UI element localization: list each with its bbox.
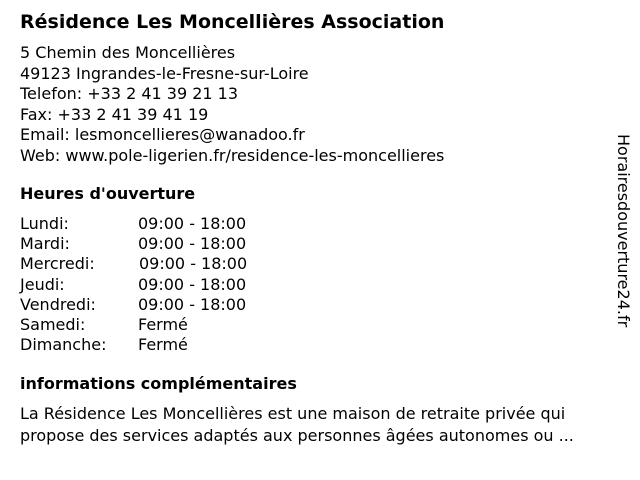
fax-line: Fax: +33 2 41 39 41 19 — [20, 104, 209, 124]
day-label: Mardi: — [20, 234, 70, 254]
info-line: La Résidence Les Moncellières est une maison de retraite privée qui — [20, 404, 566, 423]
hours-row-wednesday — [20, 254, 320, 274]
day-label: Vendredi: — [20, 294, 96, 314]
time-value: 09:00 - 18:00 — [139, 254, 248, 274]
time-value: Fermé — [138, 314, 188, 334]
contact-block — [20, 43, 444, 166]
address-city: 49123 Ingrandes-le-Fresne-sur-Loire — [20, 63, 309, 83]
time-value: 09:00 - 18:00 — [138, 274, 247, 294]
hours-row-monday — [20, 214, 320, 234]
web-line: Web: www.pole-ligerien.fr/residence-les-moncellieres — [20, 145, 445, 165]
hours-row-friday — [20, 295, 320, 315]
watermark-text: Horairesdouverture24.fr — [614, 134, 633, 328]
day-label: Lundi: — [20, 214, 69, 233]
page-title: Résidence Les Moncellières Association — [20, 11, 445, 33]
time-value: 09:00 - 18:00 — [138, 294, 247, 314]
day-label: Dimanche: — [20, 335, 107, 355]
site-watermark — [613, 134, 633, 370]
info-line: propose des services adaptés aux personnes âgées autonomes ou ... — [20, 426, 574, 445]
info-description — [20, 403, 620, 447]
hours-row-tuesday — [20, 234, 320, 254]
time-value: 09:00 - 18:00 — [138, 234, 247, 254]
day-label: Mercredi: — [20, 254, 95, 274]
hours-table — [20, 214, 320, 355]
time-value: Fermé — [138, 335, 188, 355]
info-heading: informations complémentaires — [20, 374, 297, 393]
hours-heading: Heures d'ouverture — [20, 184, 196, 203]
day-label: Jeudi: — [20, 274, 65, 294]
time-value: 09:00 - 18:00 — [138, 214, 247, 233]
phone-line: Telefon: +33 2 41 39 21 13 — [20, 84, 239, 103]
hours-row-sunday — [20, 335, 320, 355]
hours-row-thursday — [20, 275, 320, 295]
address-street: 5 Chemin des Moncellières — [20, 43, 236, 62]
day-label: Samedi: — [20, 314, 86, 334]
hours-row-saturday — [20, 315, 320, 335]
email-line: Email: lesmoncellieres@wanadoo.fr — [20, 125, 305, 144]
